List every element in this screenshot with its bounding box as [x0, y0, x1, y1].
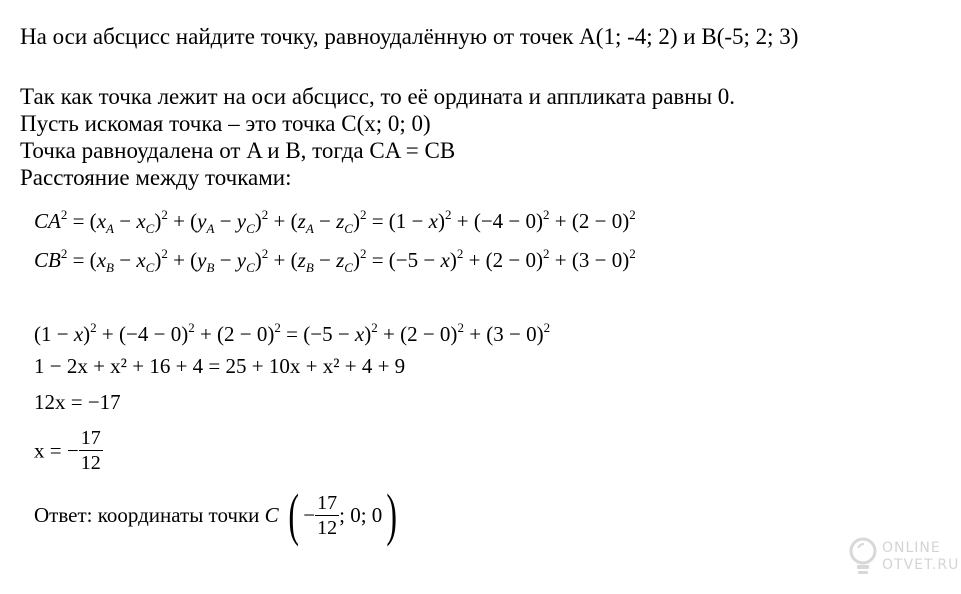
solution-line-1: Так как точка лежит на оси абсцисс, то её ордината и аппликата равны 0.	[20, 84, 736, 109]
answer-left-paren: (	[288, 482, 299, 547]
solution-line-2: Пусть искомая точка – это точка C(x; 0; 0)	[20, 111, 431, 136]
answer-prefix: Ответ: координаты точки	[34, 503, 260, 527]
bulb-icon	[848, 536, 878, 580]
answer-right-paren: )	[386, 482, 398, 547]
watermark-text	[882, 540, 959, 574]
equation-cb-squared: $CB^2 = (x_B - x_C)^2 + (y_B - y_C)^2 + (z_B - z_C)^2 = (-5 - x)^2 + (2 - 0)^2 + (3 - 0)^2$	[34, 246, 636, 275]
answer-rest: ; 0; 0	[339, 503, 383, 527]
watermark-line-2: OTVET.RU	[882, 557, 960, 573]
x-fraction	[79, 426, 103, 475]
answer-fraction-numerator: 17	[317, 491, 338, 514]
equation-linear: 12x = −17	[34, 390, 121, 414]
equation-ca-squared: $CA^2 = (x_A - x_C)^2 + (y_A - y_C)^2 + (z_A - z_C)^2 = (1 - x)^2 + (-4 - 0)^2 + (2 - 0)^2$	[34, 207, 636, 236]
equation-expanded: 1 − 2x + x² + 16 + 4 = 25 + 10x + x² + 4 + 9	[34, 354, 406, 378]
equation-equal-distances: $(1 - x)^2 + (-4 - 0)^2 + (2 - 0)^2 = (-5 - x)^2 + (2 - 0)^2 + (3 - 0)^2$	[34, 320, 551, 346]
watermark-logo	[848, 536, 960, 582]
answer-point: C	[264, 503, 279, 527]
task-title: На оси абсцисс найдите точку, равноудалённую от точек A(1; -4; 2) и B(-5; 2; 3)	[20, 24, 799, 49]
answer-line: Ответ: координаты точки C ( − $\frac{17}{12}$ ; 0; 0)	[34, 482, 398, 547]
solution-line-3: Точка равноудалена от A и B, тогда CA = CB	[20, 138, 456, 163]
answer-fraction	[315, 491, 339, 540]
x-fraction-numerator: 17	[80, 427, 101, 449]
x-equals-label: x = −	[34, 438, 79, 463]
watermark-line-1: ONLINE	[882, 540, 941, 556]
equation-solution-x	[34, 426, 103, 475]
x-fraction-denominator: 12	[80, 452, 101, 474]
solution-line-4: Расстояние между точками:	[20, 165, 292, 190]
answer-fraction-denominator: 12	[317, 516, 338, 539]
